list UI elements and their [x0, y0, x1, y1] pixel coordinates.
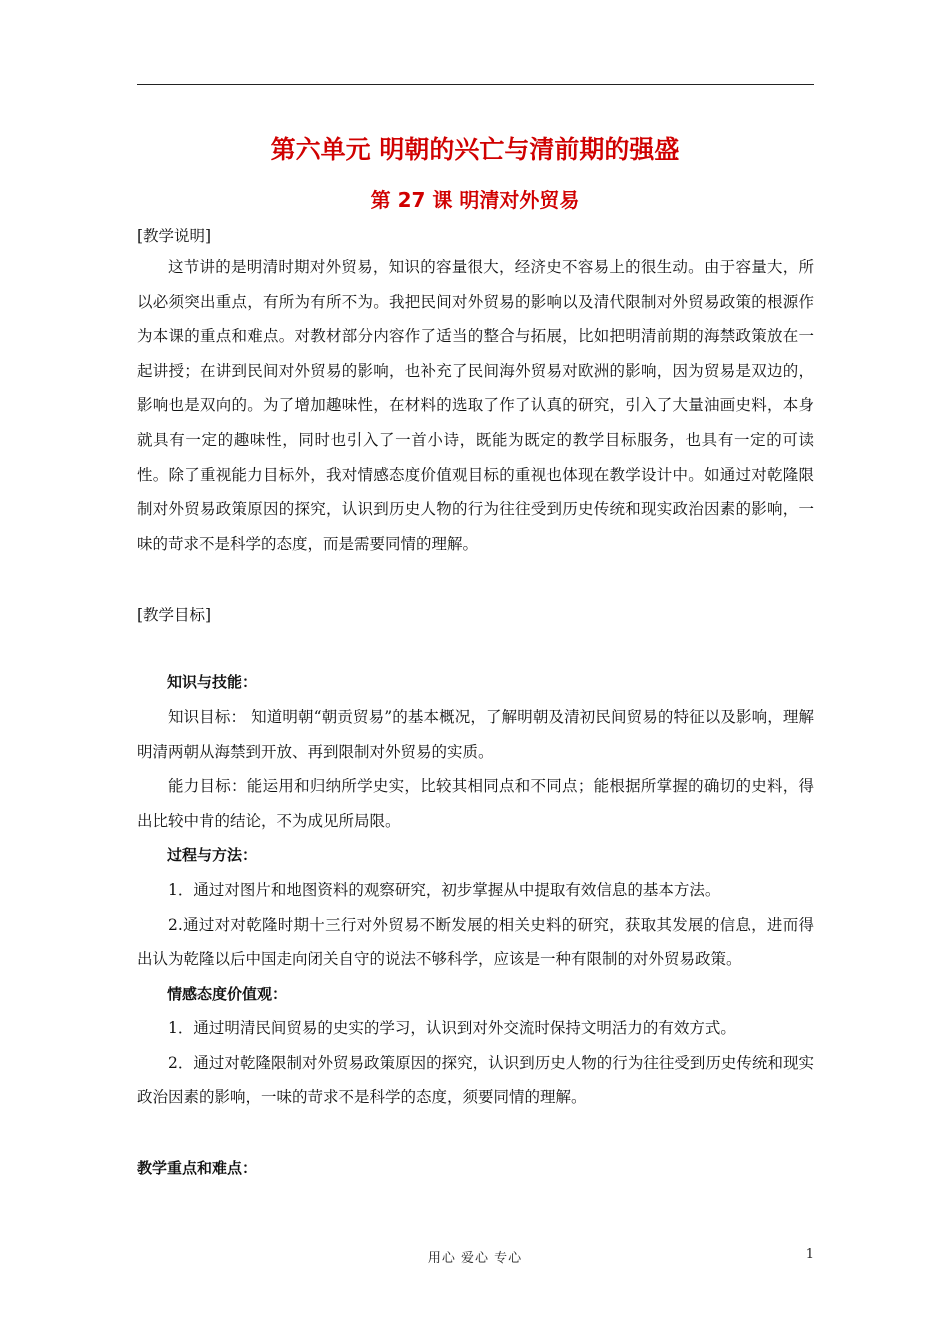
teaching-notes-label: [教学说明]	[137, 227, 212, 245]
header-rule	[137, 84, 814, 85]
lesson-title: 第 27 课 明清对外贸易	[370, 188, 580, 212]
process-item-2: 2.通过对对乾隆时期十三行对外贸易不断发展的相关史料的研究，获取其发展的信息，进而得出认为乾隆以后中国走向闭关自守的说法不够科学，应该是一种有限制的对外贸易政策。	[137, 915, 814, 969]
teaching-notes-paragraph: 这节讲的是明清时期对外贸易，知识的容量很大，经济史不容易上的很生动。由于容量大，所以必须突出重点，有所为有所不为。我把民间对外贸易的影响以及清代限制对外贸易政策的根源作为本课的重点和难点。对教材部分内容作了适当的整合与拓展，比如把明清前期的海禁政策放在一起讲授；在讲到民间对外贸易的影响，也补充了民间海外贸易对欧洲的影响，因为贸易是双边的，影响也是双向的。为了增加趣味性，在材料的选取了作了认真的研究，引入了大量油画史料，本身就具有一定的趣味性，同时也引入了一首小诗，既能为既定的教学目标服务，也具有一定的可读性。除了重视能力目标外，我对情感态度价值观目标的重视也体现在教学设计中。如通过对乾隆限制对外贸易政策原因的探究，认识到历史人物的行为往往受到历史传统和现实政治因素的影响，一味的苛求不是科学的态度，而是需要同情的理解。	[137, 258, 814, 553]
values-heading: 情感态度价值观：	[167, 984, 288, 1003]
knowledge-goal-paragraph: 知识目标： 知道明朝“朝贡贸易”的基本概况，了解明朝及清初民间贸易的特征以及影响，理解明清两朝从海禁到开放、再到限制对外贸易的实质。	[137, 707, 814, 761]
key-points-heading: 教学重点和难点：	[137, 1159, 258, 1178]
document-body	[137, 222, 814, 1183]
values-item-1: 1．通过明清民间贸易的史实的学习，认识到对外交流时保持文明活力的有效方式。	[168, 1019, 736, 1038]
page-number: 1	[805, 1247, 814, 1262]
values-item-2: 2．通过对乾隆限制对外贸易政策原因的探究，认识到历史人物的行为往往受到历史传统和现实政治因素的影响，一味的苛求不是科学的态度，须要同情的理解。	[137, 1053, 814, 1107]
knowledge-skills-heading: 知识与技能：	[167, 673, 258, 692]
unit-title: 第六单元 明朝的兴亡与清前期的强盛	[270, 135, 680, 164]
process-item-1: 1．通过对图片和地图资料的观察研究，初步掌握从中提取有效信息的基本方法。	[168, 880, 721, 899]
page-footer: 用心 爱心 专心	[427, 1251, 523, 1266]
ability-goal-paragraph: 能力目标：能运用和归纳所学史实，比较其相同点和不同点；能根据所掌握的确切的史料，得出比较中肯的结论，不为成见所局限。	[137, 777, 814, 830]
process-method-heading: 过程与方法：	[167, 846, 258, 865]
teaching-goals-label: [教学目标]	[137, 606, 212, 625]
